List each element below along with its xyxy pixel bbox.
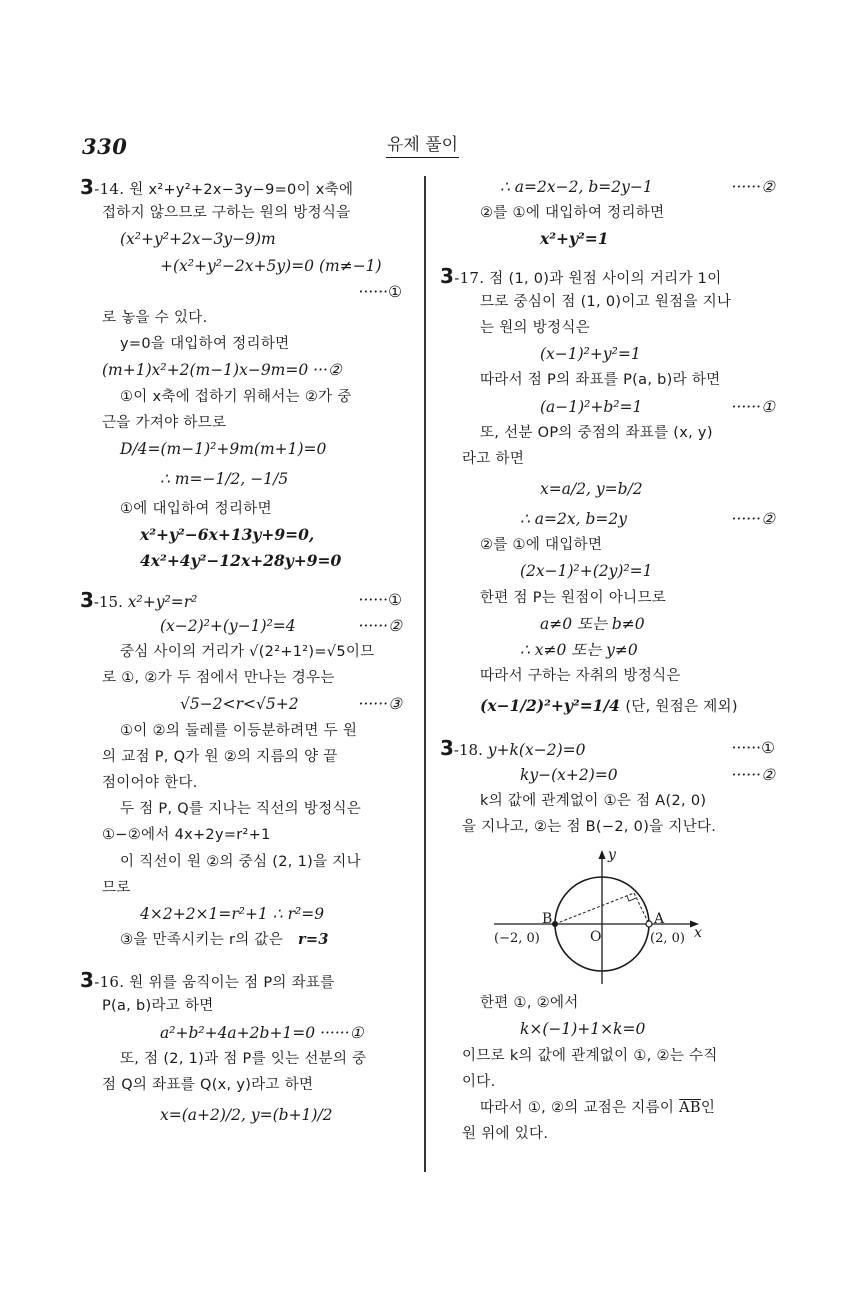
equation-tag: ······③ — [358, 695, 402, 714]
equation: a²+b²+4a+2b+1=0 ······① — [160, 1023, 364, 1042]
text-line: ①이 ②의 둘레를 이등분하려면 두 원 — [120, 722, 358, 739]
segment-ab: $\overline{AB}$ — [679, 1099, 701, 1116]
problem-number-major: 3 — [80, 587, 94, 612]
answer-equation: 4x²+4y²−12x+28y+9=0 — [140, 551, 342, 571]
x-axis-label: x — [694, 925, 702, 942]
equation-tag: ······② — [731, 765, 775, 784]
equation-tag: ······② — [358, 616, 402, 635]
problem-3-17 — [440, 263, 785, 724]
equation: (m+1)x²+2(m−1)x−9m=0 ···② — [102, 361, 342, 380]
equation — [440, 506, 785, 532]
text-line: 이 직선이 원 ②의 중심 (2, 1)을 지나 — [120, 853, 361, 870]
circle-diagram-svg — [494, 844, 704, 984]
text-line: 로 ①, ②가 두 점에서 만나는 경우는 — [102, 670, 335, 687]
text-line: 점 (1, 0)과 원점 사이의 거리가 1이 — [489, 270, 722, 287]
equation-tag: ······② — [731, 178, 775, 196]
problem-number-minor: -18. — [453, 741, 483, 760]
text-line: 또, 선분 OP의 중점의 좌표를 (x, y) — [480, 424, 713, 441]
text-line: 므로 중심이 점 (1, 0)이고 원점을 지나 — [480, 293, 732, 310]
text-span: ③을 만족시키는 r의 값은 — [120, 932, 284, 949]
problem-number-minor: -17. — [454, 268, 485, 287]
equation-text: (x−1/2)²+y²=1/4 — [480, 696, 620, 716]
text-line: 한편 ①, ②에서 — [480, 995, 579, 1012]
equation: +(x²+y²−2x+5y)=0 (m≠−1) — [160, 256, 382, 275]
column-divider — [424, 176, 426, 1172]
problem-header — [440, 735, 785, 761]
equation-tag: ······② — [731, 510, 775, 529]
left-column — [80, 174, 412, 1132]
problem-number-major: 3 — [80, 175, 95, 199]
text-line: ①이 x축에 접하기 위해서는 ②가 중 — [120, 388, 352, 405]
text-line: 따라서 구하는 자취의 방정식은 — [480, 668, 681, 685]
equation — [440, 174, 785, 200]
text-line: 로 놓을 수 있다. — [102, 309, 208, 326]
equation: x=(a+2)/2, y=(b+1)/2 — [160, 1106, 333, 1125]
problem-number-major: 3 — [440, 263, 455, 288]
equation-text: √5−2<r<√5+2 — [180, 695, 299, 714]
text-line: 이다. — [462, 1073, 496, 1090]
text-line: 또, 점 (2, 1)과 점 P를 잇는 선분의 중 — [120, 1050, 367, 1067]
problem-number-minor: -16. — [94, 973, 125, 992]
answer-equation — [440, 689, 785, 723]
text-line: 한편 점 P는 원점이 아니므로 — [480, 589, 667, 606]
text-line: k의 값에 관계없이 ①은 점 A(2, 0) — [480, 792, 707, 809]
answer-equation: x²+y²=1 — [540, 229, 609, 249]
text-line: ②를 ①에 대입하여 정리하면 — [480, 205, 665, 222]
problem-number-minor: -15. — [93, 592, 123, 611]
equation-text: (x−2)²+(y−1)²=4 — [160, 616, 296, 635]
text-line: 점이어야 한다. — [102, 774, 198, 791]
equation: y+k(x−2)=0 — [487, 741, 586, 760]
problem-header — [80, 967, 412, 993]
equation-text: ∴ a=2x−2, b=2y−1 — [500, 178, 653, 196]
problem-3-16 — [80, 967, 412, 1132]
point-a-coords: (2, 0) — [650, 931, 685, 947]
answer-value: r=3 — [297, 931, 329, 949]
text-line: P(a, b)라고 하면 — [102, 998, 214, 1015]
equation-text: ∴ a=2x, b=2y — [520, 510, 628, 529]
text-line: ①−②에서 4x+2y=r²+1 — [102, 827, 271, 844]
y-axis-label: y — [608, 847, 616, 864]
text-line: 라고 하면 — [462, 450, 525, 467]
origin-label: O — [590, 929, 602, 946]
text-line — [440, 1095, 785, 1121]
equation: ∴ m=−1/2, −1/5 — [160, 470, 289, 489]
equation-text: ky−(x+2)=0 — [520, 765, 618, 784]
text-line: 점 Q의 좌표를 Q(x, y)라고 하면 — [102, 1077, 314, 1093]
equation: 4×2+2×1=r²+1 ∴ r²=9 — [140, 904, 325, 923]
equation-tag-row — [80, 279, 412, 305]
text-line: 원 위에 있다. — [462, 1126, 549, 1143]
equation-text: (a−1)²+b²=1 — [540, 397, 643, 416]
section-title: 유제 풀이 — [386, 134, 459, 158]
problem-header — [80, 587, 412, 613]
text-line: 이므로 k의 값에 관계없이 ①, ②는 수직 — [462, 1047, 718, 1064]
equation: x=a/2, y=b/2 — [540, 480, 643, 499]
equation: (x−1)²+y²=1 — [540, 345, 641, 364]
text-line: 따라서 점 P의 좌표를 P(a, b)라 하면 — [480, 372, 721, 389]
text-span: 따라서 ①, ②의 교점은 지름이 — [480, 1099, 675, 1116]
point-b-coords: (−2, 0) — [494, 931, 540, 947]
text-line: 원 위를 움직이는 점 P의 좌표를 — [129, 975, 335, 992]
condition-note: (단, 원점은 제외) — [625, 699, 738, 716]
page-number: 330 — [82, 134, 128, 159]
text-line: 두 점 P, Q를 지나는 직선의 방정식은 — [120, 801, 362, 818]
text-line: 의 교점 P, Q가 원 ②의 지름의 양 끝 — [102, 748, 338, 765]
equation-tag: ······① — [358, 590, 402, 609]
problem-3-16-continued — [440, 174, 785, 253]
equation: k×(−1)+1×k=0 — [520, 1020, 646, 1039]
problem-3-18 — [440, 735, 785, 1147]
problem-header — [80, 174, 412, 200]
equation — [80, 613, 412, 639]
point-a-label: A — [654, 911, 665, 928]
text-line: 원 x²+y²+2x−3y−9=0이 x축에 — [129, 182, 354, 198]
text-line — [80, 927, 412, 953]
problem-3-15 — [80, 587, 412, 954]
problem-header — [440, 263, 785, 289]
equation: x²+y²=r² — [127, 592, 198, 611]
equation — [80, 691, 412, 717]
text-line: 근을 가져야 하므로 — [102, 414, 227, 431]
point-b-label: B — [542, 911, 553, 928]
text-span: 인 — [700, 1099, 716, 1116]
answer-equation: x²+y²−6x+13y+9=0, — [140, 525, 315, 545]
text-line: 는 원의 방정식은 — [480, 319, 590, 336]
equation: ∴ x≠0 또는 y≠0 — [520, 641, 638, 659]
equation-tag: ······① — [358, 282, 402, 301]
equation-tag: ······① — [731, 397, 775, 416]
text-line: 접하지 않으므로 구하는 원의 방정식을 — [102, 205, 351, 222]
circle-diagram — [494, 844, 704, 984]
equation: (2x−1)²+(2y)²=1 — [520, 562, 653, 581]
problem-number-major: 3 — [80, 968, 95, 993]
text-line: ②를 ①에 대입하면 — [480, 537, 603, 554]
right-column — [440, 174, 785, 1147]
problem-3-14 — [80, 174, 412, 575]
text-line: y=0을 대입하여 정리하면 — [120, 336, 290, 353]
text-line: 므로 — [102, 879, 131, 896]
text-line: 중심 사이의 거리가 √(2²+1²)=√5이므 — [120, 644, 375, 660]
equation — [440, 394, 785, 420]
equation-tag: ······① — [731, 739, 775, 758]
text-line: 을 지나고, ②는 점 B(−2, 0)을 지난다. — [462, 818, 717, 835]
equation: D/4=(m−1)²+9m(m+1)=0 — [120, 439, 327, 458]
equation: a≠0 또는 b≠0 — [540, 614, 645, 633]
problem-number-major: 3 — [440, 736, 454, 761]
equation — [440, 762, 785, 788]
text-line: ①에 대입하여 정리하면 — [120, 501, 272, 518]
equation: (x²+y²+2x−3y−9)m — [120, 230, 276, 249]
problem-number-minor: -14. — [94, 180, 125, 198]
